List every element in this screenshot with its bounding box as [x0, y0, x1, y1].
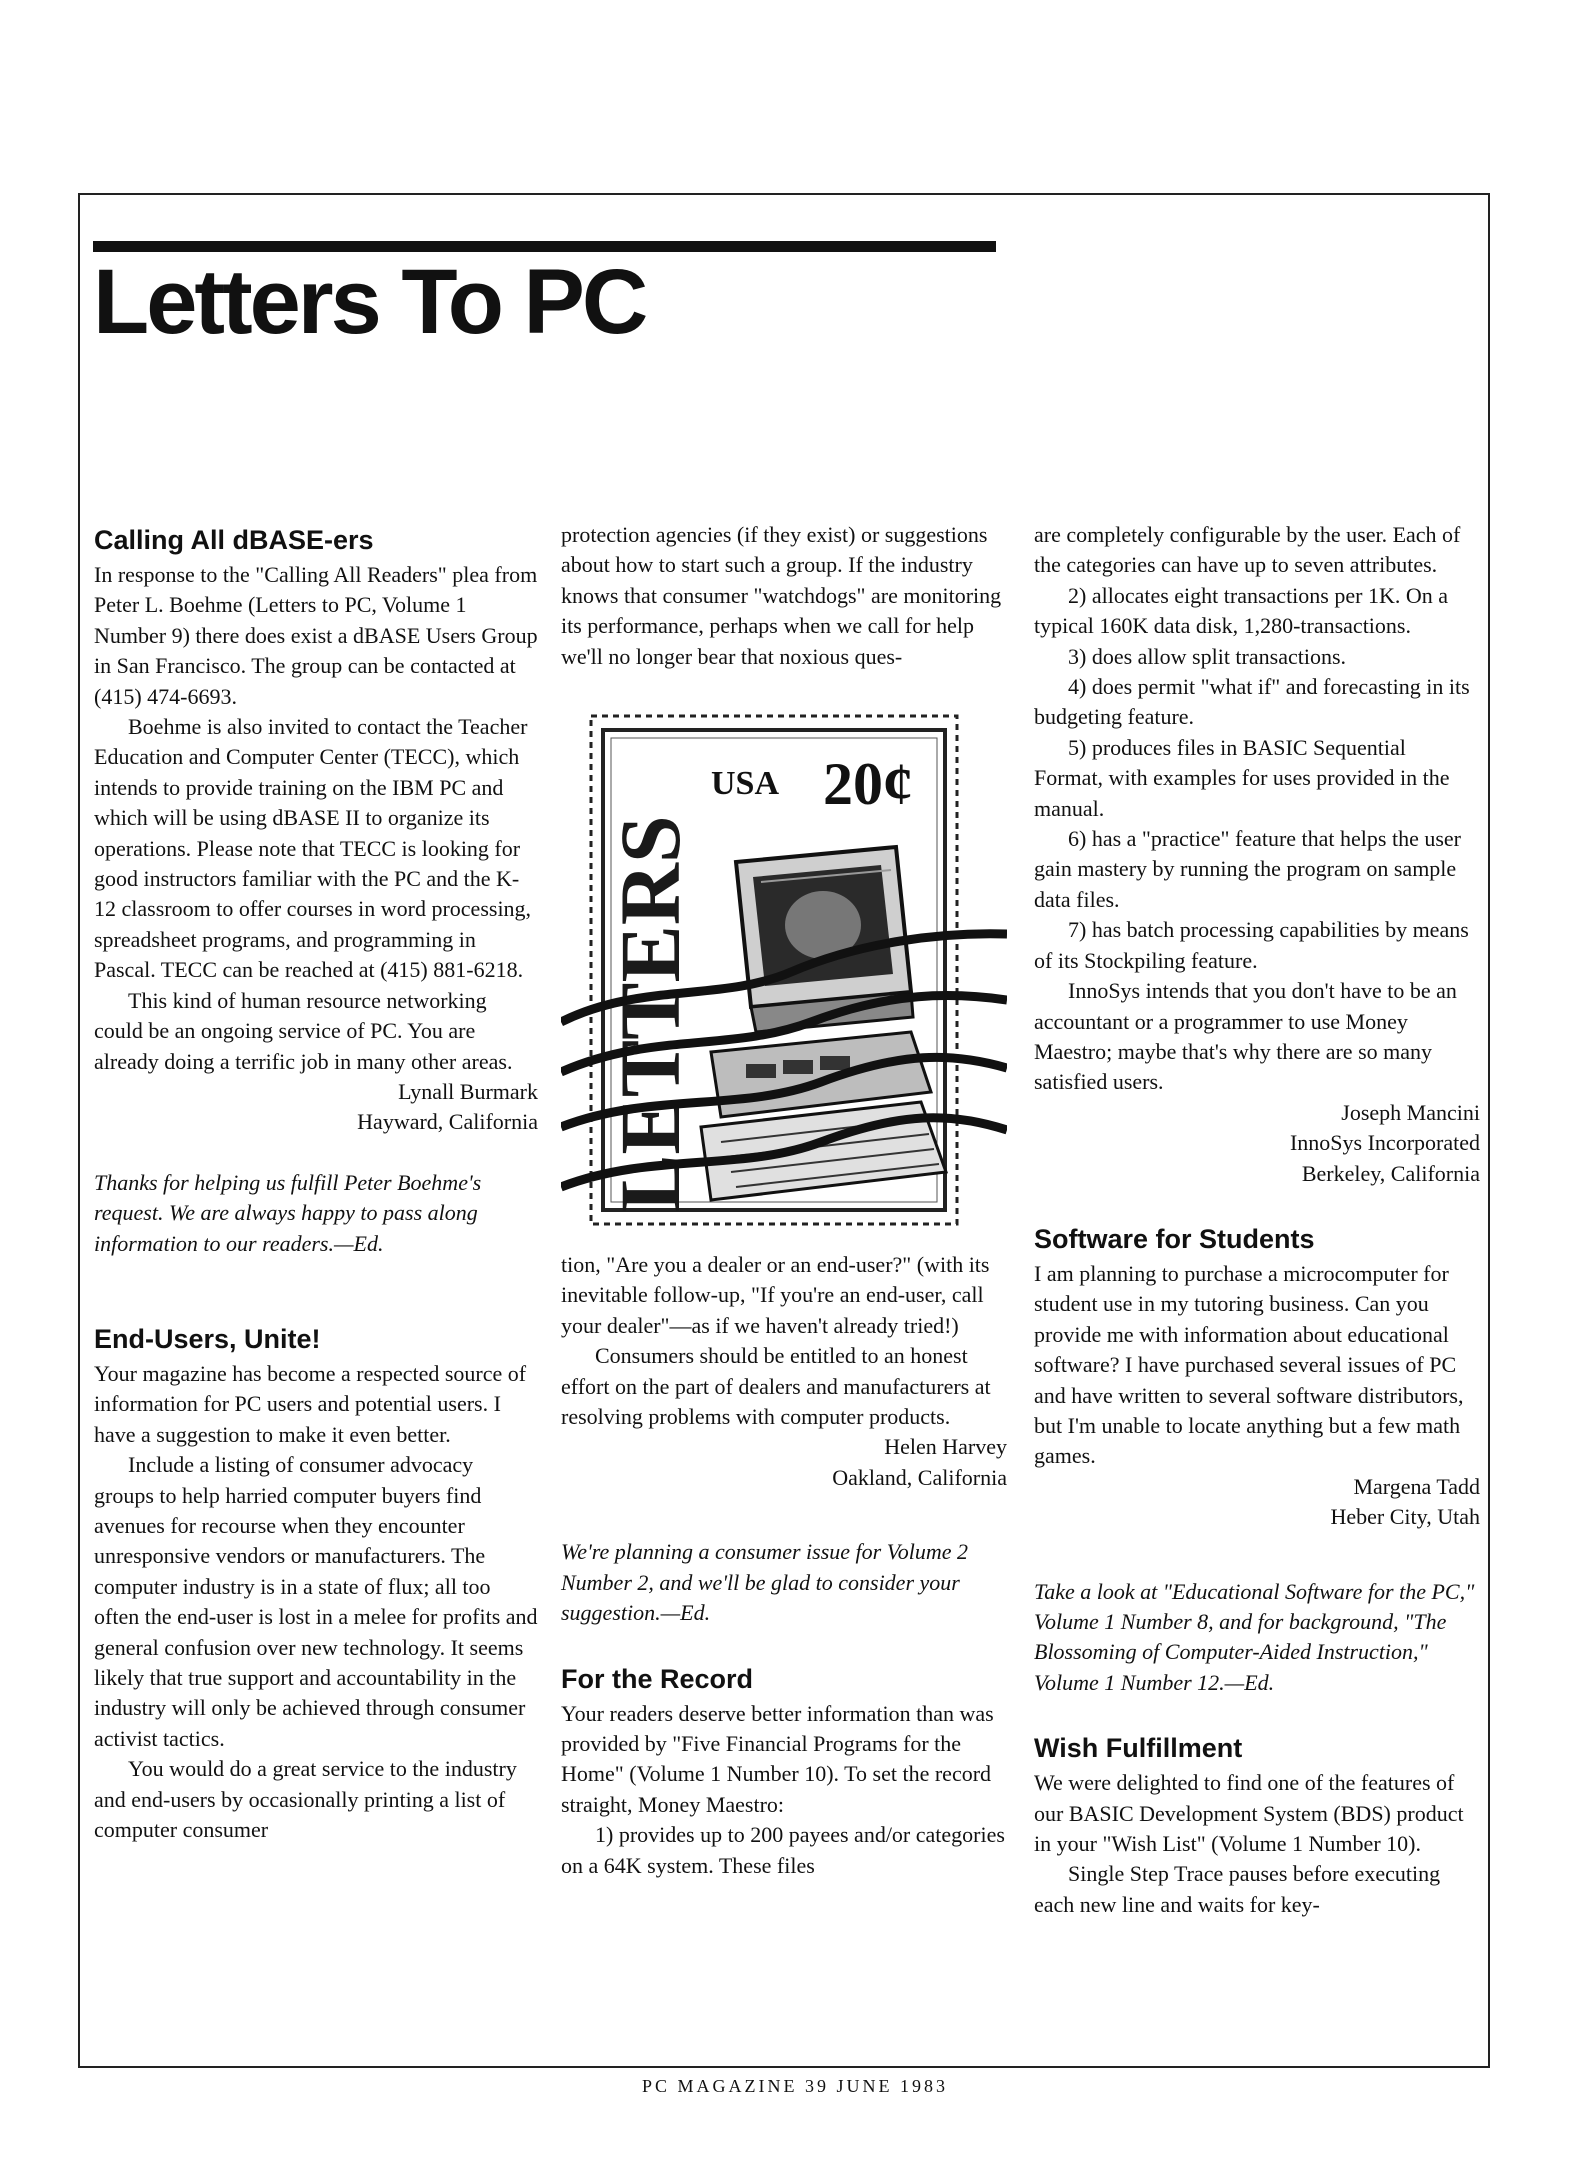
- stamp-word: [602, 815, 698, 1212]
- students-editor-note: Take a look at "Educational Software for the PC," Volume 1 Number 8, and for background, "The Blossoming of Computer-Aided Instruction," Volume 1 Number 12.—Ed.: [1034, 1578, 1475, 1695]
- stamp-country: USA: [711, 765, 780, 803]
- record-item-6: 6) has a "practice" feature that helps the user gain mastery by running the program on sample data files.: [1034, 826, 1462, 912]
- students-paragraph-1: I am planning to purchase a microcomputer for student use in my tutoring business. Can you provide me with information about educational software? I have purchased several issues of PC and have written to several software distributors, but I'm unable to locate anything but a few math games.: [1034, 1260, 1464, 1469]
- dbase-editor-note: Thanks for helping us fulfill Peter Boehme's request. We are always happy to pass along information to our readers.—Ed.: [94, 1169, 482, 1256]
- endusers-paragraph-3-continued: protection agencies (if they exist) or suggestions about how to start such a group. If the industry knows that consumer "watchdogs" are monitoring its performance, perhaps when we call for help we'll no longer bear that noxious ques-: [561, 522, 1002, 669]
- heading-for-the-record: For the Record: [561, 1663, 754, 1694]
- record-location: Berkeley, California: [1301, 1160, 1480, 1186]
- record-item-3: 3) does allow split transactions.: [1068, 643, 1347, 669]
- record-item-1-continued: are completely configurable by the user. Each of the categories can have up to seven attributes.: [1034, 522, 1461, 578]
- heading-software-for-students: Software for Students: [1034, 1223, 1315, 1254]
- svg-text:LETTERS: LETTERS: [602, 815, 698, 1213]
- endusers-paragraph-1: Your magazine has become a respected source of information for PC users and potential users. I have a suggestion to make it even better.: [94, 1360, 527, 1447]
- dbase-paragraph-1: In response to the "Calling All Readers" plea from Peter L. Boehme (Letters to PC, Volume 1 Number 9) there does exist a dBASE Users Group in San Francisco. The group can be contacted at (415) 474-6693.: [94, 562, 538, 709]
- wish-paragraph-1: We were delighted to find one of the features of our BASIC Development System (BDS) product in your "Wish List" (Volume 1 Number 10).: [1034, 1770, 1464, 1857]
- letters-stamp-illustration: [561, 672, 1007, 1250]
- endusers-paragraph-2: Include a listing of consumer advocacy groups to help harried computer buyers find avenues for recourse when they encounter unresponsive vendors or manufacturers. The computer industry is in a state of flux; all too often the end-user is lost in a melee for profits and general confusion over new technology. It seems likely that true support and accountability in the industry will only be achieved through consumer activist tactics.: [94, 1452, 538, 1751]
- record-paragraph-2: InnoSys intends that you don't have to be an accountant or a programmer to use Money Maestro; maybe that's why there are so many satisfied users.: [1034, 978, 1457, 1095]
- record-item-2: 2) allocates eight transactions per 1K. On a typical 160K data disk, 1,280-transactions.: [1034, 582, 1448, 639]
- endusers-paragraph-3: You would do a great service to the industry and end-users by occasionally printing a list of computer consumer: [94, 1756, 517, 1843]
- heading-wish-fulfillment: Wish Fulfillment: [1034, 1733, 1243, 1764]
- students-location: Heber City, Utah: [1330, 1504, 1480, 1530]
- dbase-signer: Lynall Burmark: [398, 1078, 538, 1104]
- record-item-5: 5) produces files in BASIC Sequential Format, with examples for uses provided in the manual.: [1034, 734, 1450, 821]
- endusers-location: Oakland, California: [832, 1464, 1007, 1490]
- dbase-location: Hayward, California: [357, 1109, 538, 1135]
- record-item-4: 4) does permit "what if" and forecasting in its budgeting feature.: [1034, 674, 1470, 730]
- dbase-paragraph-3: This kind of human resource networking could be an ongoing service of PC. You are already doing a terrific job in many other areas.: [94, 987, 513, 1074]
- students-signer: Margena Tadd: [1353, 1473, 1480, 1499]
- dbase-paragraph-2: Boehme is also invited to contact the Teacher Education and Computer Center (TECC), which intends to provide training on the IBM PC and which will be using dBASE II to organize its operations. Please note that TECC is looking for good instructors familiar with the PC and the K-12 classroom to offer courses in word processing, spreadsheet programs, and programming in Pascal. TECC can be reached at (415) 881-6218.: [94, 714, 532, 983]
- record-company: InnoSys Incorporated: [1289, 1130, 1480, 1156]
- endusers-paragraph-4: Consumers should be entitled to an honest effort on the part of dealers and manufacturers at resolving problems with computer products.: [561, 1343, 991, 1430]
- page-footer: PC MAGAZINE 39 JUNE 1983: [642, 2076, 948, 2096]
- stamp-value: 20¢: [823, 751, 913, 818]
- column-3: [1034, 520, 1480, 1920]
- column-2: [561, 520, 1007, 1881]
- record-paragraph-1: Your readers deserve better information than was provided by "Five Financial Programs for the Home" (Volume 1 Number 10). To set the record straight, Money Maestro:: [561, 1700, 994, 1817]
- endusers-editor-note: We're planning a consumer issue for Volume 2 Number 2, and we'll be glad to consider your suggestion.—Ed.: [561, 1539, 968, 1626]
- heading-end-users-unite: End-Users, Unite!: [94, 1323, 321, 1354]
- column-1: [94, 520, 538, 1845]
- wish-paragraph-2: Single Step Trace pauses before executing each new line and waits for key-: [1034, 1861, 1441, 1917]
- record-item-7: 7) has batch processing capabilities by means of its Stockpiling feature.: [1034, 917, 1469, 973]
- record-signer: Joseph Mancini: [1341, 1099, 1480, 1125]
- heading-calling-all-dbase: Calling All dBASE-ers: [94, 525, 374, 555]
- page-title: Letters To PC: [93, 251, 646, 353]
- endusers-paragraph-3-end: tion, "Are you a dealer or an end-user?" (with its inevitable follow-up, "If you're an end-user, call your dealer"—as if we haven't already tried!): [561, 1252, 990, 1338]
- record-item-1: 1) provides up to 200 payees and/or categories on a 64K system. These files: [561, 1822, 1005, 1878]
- endusers-signer: Helen Harvey: [884, 1434, 1007, 1460]
